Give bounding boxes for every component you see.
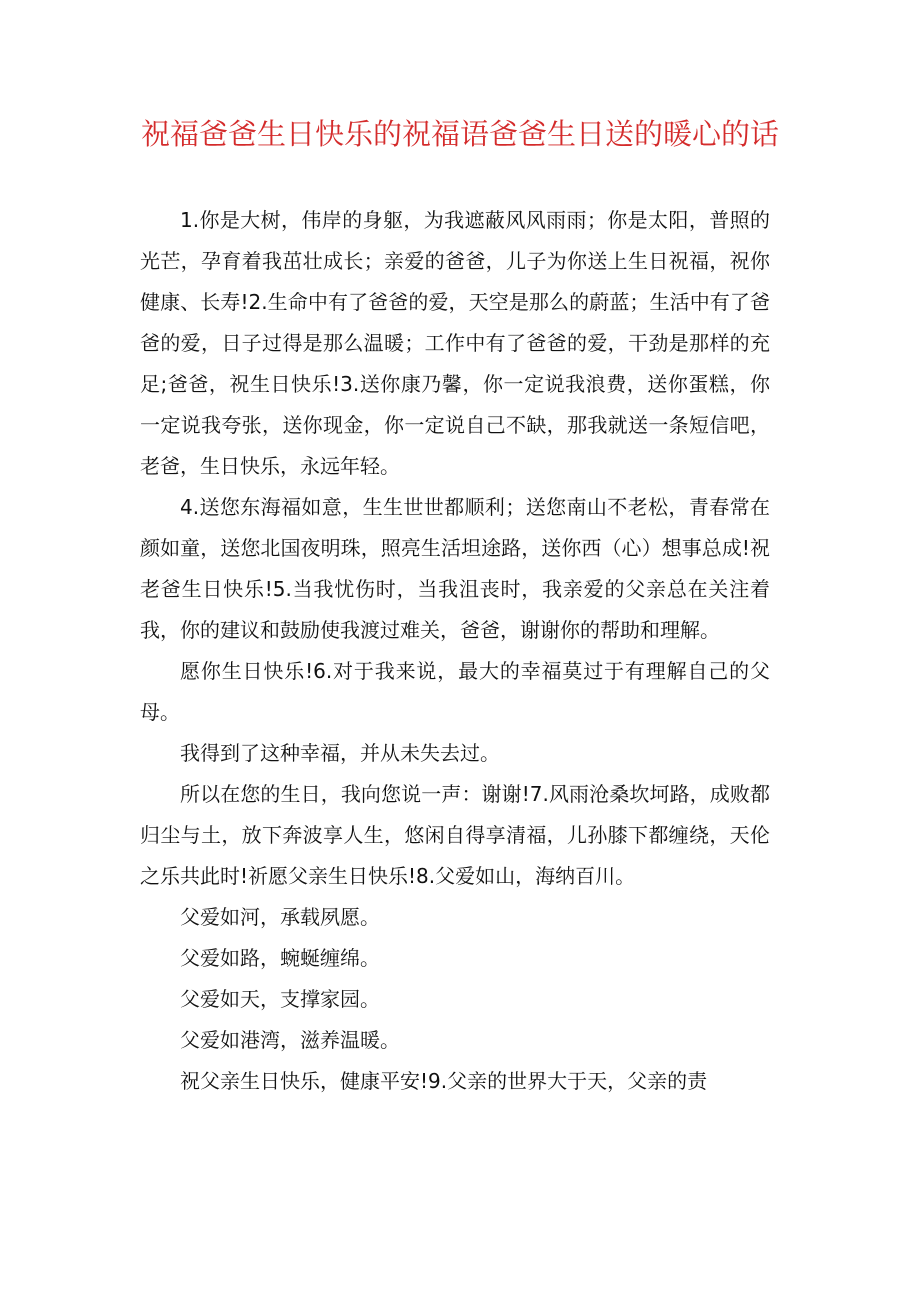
paragraph-8: 父爱如天，支撑家园。 <box>180 987 380 1011</box>
paragraph-3: 愿你生日快乐!6.对于我来说，最大的幸福莫过于有理解自己的父母。 <box>140 659 770 724</box>
paragraph-1: 1.你是大树，伟岸的身躯，为我遮蔽风风雨雨；你是太阳，普照的光芒，孕育着我茁壮成长；亲爱的爸爸，儿子为你送上生日祝福，祝你健康、长寿!2.生命中有了爸爸的爱，天空是那么的蔚蓝；生活中有了爸爸的爱，日子过得是那么温暖；工作中有了爸爸的爱，干劲是那样的充足;爸爸，祝生日快乐!3.送你康乃馨，你一定说我浪费，送你蛋糕，你一定说我夸张，送你现金，你一定说自己不缺，那我就送一条短信吧，老爸，生日快乐，永远年轻。 <box>140 208 770 478</box>
paragraph-6: 父爱如河，承载夙愿。 <box>180 905 380 929</box>
paragraph-2: 4.送您东海福如意，生生世世都顺利；送您南山不老松，青春常在颜如童，送您北国夜明珠，照亮生活坦途路，送你西（心）想事总成!祝老爸生日快乐!5.当我忧伤时，当我沮丧时，我亲爱的父亲总在关注着我，你的建议和鼓励使我渡过难关，爸爸，谢谢你的帮助和理解。 <box>140 495 770 642</box>
document-title: 祝福爸爸生日快乐的祝福语爸爸生日送的暖心的话 <box>140 117 779 151</box>
document-body <box>140 200 770 1102</box>
paragraph-7: 父爱如路，蜿蜒缠绵。 <box>180 946 380 970</box>
paragraph-4: 我得到了这种幸福，并从未失去过。 <box>180 741 500 765</box>
paragraph-5: 所以在您的生日，我向您说一声：谢谢!7.风雨沧桑坎坷路，成败都归尘与土，放下奔波享人生，悠闲自得享清福，儿孙膝下都缠绕，天伦之乐共此时!祈愿父亲生日快乐!8.父爱如山，海纳百川。 <box>140 782 770 888</box>
paragraph-10: 祝父亲生日快乐，健康平安!9.父亲的世界大于天，父亲的责 <box>180 1069 708 1093</box>
paragraph-9: 父爱如港湾，滋养温暖。 <box>180 1028 400 1052</box>
